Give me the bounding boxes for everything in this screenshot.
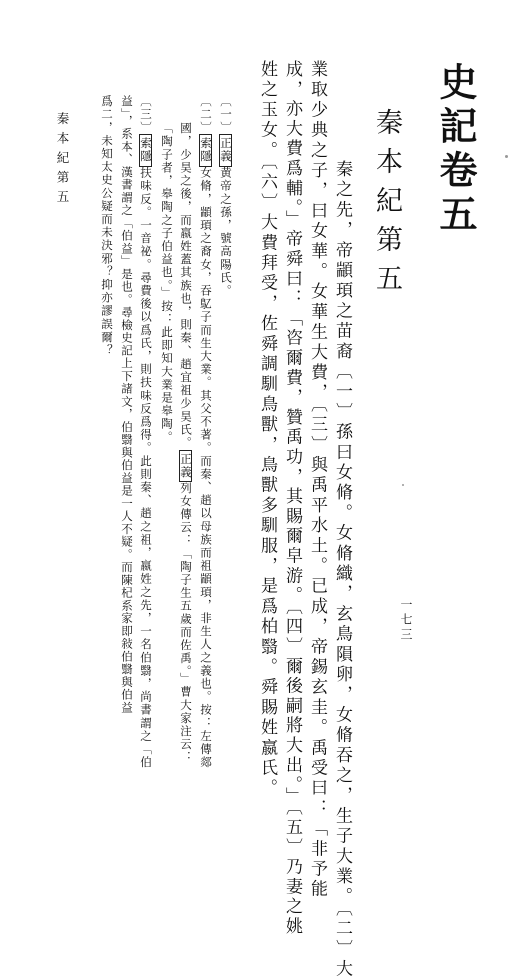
note-2-line-1 — [199, 95, 213, 769]
note-3-line-1 — [139, 95, 153, 769]
note-text: 國，少昊之後，而嬴姓蓋其族也，則秦、趙宜祖少昊氏。 — [179, 122, 193, 450]
chapter-title: 秦本紀第五 — [371, 108, 402, 303]
main-text-line-2: 業取少典之子，曰女華。女華生大費，〔三〕與禹平水土。已成，帝錫玄圭。禹受曰：「非予能 — [307, 60, 327, 900]
note-2-line-3: 「陶子者，皋陶之子伯益也。」按：此即知大業是皋陶。 — [160, 122, 174, 444]
scan-speck — [505, 155, 508, 158]
note-tag-zhengyi: 正義 — [219, 134, 233, 166]
main-text-line-4: 姓之玉女。〔六〕大費拜受，佐舜調馴鳥獸，鳥獸多馴服，是爲柏翳。舜賜姓嬴氏。 — [257, 60, 277, 799]
note-marker: 〔一〕 — [219, 95, 233, 135]
note-tag-suoyin: 索隱 — [199, 134, 213, 166]
page-number: 一七三 — [399, 598, 413, 643]
main-text-line-1: 秦之先，帝顓頊之苗裔〔一〕孫曰女脩。女脩織，玄鳥隕卵，女脩吞之，生子大業。〔二〕大 — [332, 160, 352, 980]
note-text: 黄帝之孫，號高陽氏。 — [219, 166, 233, 298]
note-text: 列女傳云：「陶子生五歲而佐禹。」曹大家注云： — [179, 481, 193, 765]
running-head: 秦本紀第五 — [55, 112, 70, 210]
note-tag-suoyin: 索隱 — [139, 134, 153, 166]
note-2-line-2 — [179, 122, 193, 764]
note-3-line-2: 益」，系本、漢書謂之「伯益」是也。尋檢史記上下諸文，伯翳與伯益是一人不疑。而陳杞系家即敍伯翳與伯益 — [120, 95, 134, 714]
main-text-line-3: 成，亦大費爲輔。」帝舜曰：「咨爾費，贊禹功，其賜爾皁游。〔四〕爾後嗣將大出。」〔五〕乃妻之姚 — [282, 60, 302, 937]
note-text: 扶味反。一音祕。尋費後以爲氏，則扶味反爲得。此則秦、趙之祖，嬴姓之先，一名伯翳，尚書謂之「伯 — [139, 166, 153, 770]
note-marker: 〔三〕 — [139, 95, 153, 135]
note-tag-zhengyi: 正義 — [179, 450, 193, 482]
scan-speck — [402, 484, 404, 486]
note-text: 女脩，顓頊之裔女，吞鳦子而生大業。其父不著。而秦、趙以母族而祖顓頊，非生人之義也。按：左傳郯 — [199, 166, 213, 770]
book-title: 史記卷五 — [433, 62, 478, 238]
note-1 — [219, 95, 233, 298]
note-3-line-3: 爲二，未知太史公疑而未決邪？抑亦謬誤爾？ — [100, 95, 114, 357]
note-marker: 〔二〕 — [199, 95, 213, 135]
